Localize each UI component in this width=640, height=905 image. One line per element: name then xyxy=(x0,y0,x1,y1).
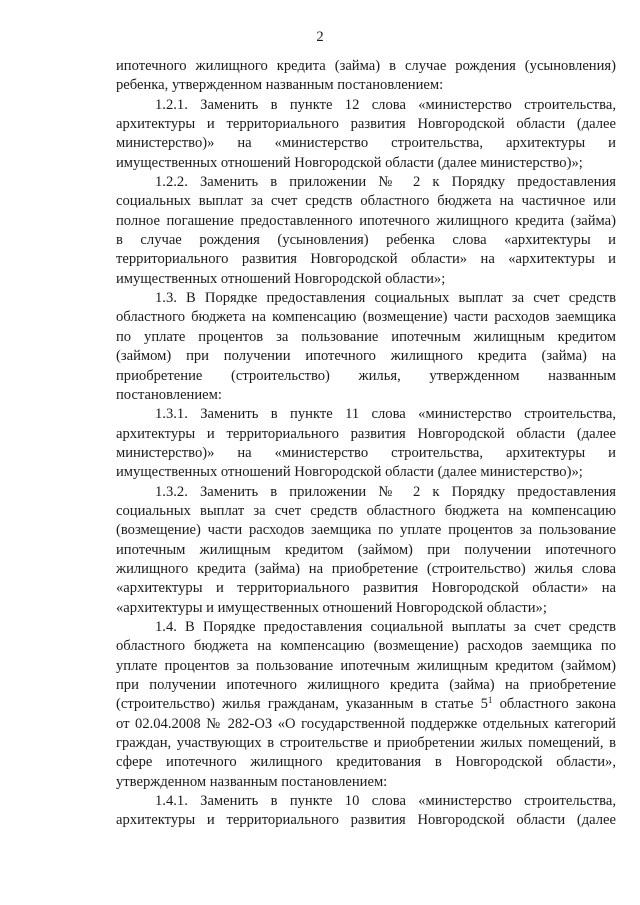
text-line: 1.4.1. Заменить в пункте 10 слова «министерство строительства, xyxy=(155,793,616,810)
article-superscript: 1 xyxy=(487,695,493,706)
paragraph-p3 xyxy=(116,289,616,405)
text-line: по уплате процентов за пользование ипотечным жилищным кредитом xyxy=(116,328,616,345)
text-line: утвержденном названным постановлением: xyxy=(116,773,388,790)
paragraph-p5 xyxy=(116,483,616,618)
text-line: сфере ипотечного жилищного кредитования в Новгородской области», xyxy=(116,754,616,771)
text-line: министерство)» на «министерство строительства, архитектуры и xyxy=(116,135,616,152)
paragraph-p0 xyxy=(116,57,616,96)
text-line: полное погашение предоставленного ипотечного жилищного кредита (займа) xyxy=(116,212,616,229)
text-line: ребенка, утвержденном названным постановлением: xyxy=(116,77,444,94)
paragraph-p6 xyxy=(116,618,616,792)
text-line: при получении ипотечного жилищного кредита (займа) на приобретение xyxy=(116,677,616,693)
text-line: 1.4. В Порядке предоставления социальной выплаты за счет средств xyxy=(155,618,616,635)
text-line: уплате процентов за пользование ипотечным жилищным кредитом (займом) xyxy=(116,657,616,674)
paragraph-p1 xyxy=(116,96,616,173)
text-line: областного бюджета на компенсацию (возмещение) расходов заемщика по xyxy=(116,638,616,655)
text-line: ипотечного жилищного кредита (займа) в случае рождения (усыновления) xyxy=(116,58,616,74)
text-segment: (строительство) жилья гражданам, указанным в статье 5 xyxy=(116,696,488,713)
text-line: (займом) при получении ипотечного жилищного кредита (займа) на xyxy=(116,348,616,365)
page-number: 2 xyxy=(316,29,324,45)
paragraph-p7 xyxy=(116,792,616,831)
paragraph-p4 xyxy=(116,405,616,482)
text-line: 1.3.1. Заменить в пункте 11 слова «министерство строительства, xyxy=(155,406,616,423)
text-line: 1.2.1. Заменить в пункте 12 слова «министерство строительства, xyxy=(155,96,616,113)
text-line: приобретение (строительство) жилья, утвержденном названным xyxy=(116,367,616,384)
text-line: архитектуры и территориального развития Новгородской области (далее xyxy=(116,812,616,829)
document-body xyxy=(116,57,616,831)
text-line: жилищного кредита (займа) на приобретение (строительство) жилья слова xyxy=(116,560,616,577)
text-line xyxy=(116,695,616,714)
text-line: «архитектуры и имущественных отношений Новгородской области»; xyxy=(116,599,547,616)
text-line: имущественных отношений Новгородской области»; xyxy=(116,270,446,287)
text-line: в случае рождения (усыновления) ребенка слова «архитектуры и xyxy=(116,232,616,249)
text-line: министерство)» на «министерство строительства, архитектуры и xyxy=(116,444,616,461)
text-line: 1.3. В Порядке предоставления социальных выплат за счет средств xyxy=(155,290,616,307)
text-segment: областного закона xyxy=(499,696,616,713)
text-line: социальных выплат за счет средств областного бюджета на частичное или xyxy=(116,193,616,210)
text-line: от 02.04.2008 № 282-ОЗ «О государственной поддержке отдельных категорий xyxy=(116,715,616,732)
text-line: ипотечным жилищным кредитом (займом) при получении ипотечного xyxy=(116,541,616,558)
text-line: архитектуры и территориального развития Новгородской области (далее xyxy=(116,116,616,133)
text-line: постановлением: xyxy=(116,386,222,403)
text-line: «архитектуры и территориального развития Новгородской области» на xyxy=(116,580,616,597)
text-line: имущественных отношений Новгородской области (далее министерство)»; xyxy=(116,154,583,171)
text-line: социальных выплат за счет средств областного бюджета на компенсацию xyxy=(116,502,616,519)
text-line: архитектуры и территориального развития Новгородской области (далее xyxy=(116,425,616,442)
text-line: 1.3.2. Заменить в приложении № 2 к Порядку предоставления xyxy=(155,483,616,500)
text-line: 1.2.2. Заменить в приложении № 2 к Порядку предоставления xyxy=(155,174,616,191)
text-line: областного бюджета на компенсацию (возмещение) части расходов заемщика xyxy=(116,309,616,326)
paragraph-p2 xyxy=(116,173,616,289)
text-line: граждан, участвующих в строительстве и приобретении жилых помещений, в xyxy=(116,735,616,752)
text-line: территориального развития Новгородской области» на «архитектуры и xyxy=(116,251,616,268)
text-line: (возмещение) части расходов заемщика по уплате процентов за пользование xyxy=(116,522,616,539)
text-line: имущественных отношений Новгородской области (далее министерство)»; xyxy=(116,464,583,481)
